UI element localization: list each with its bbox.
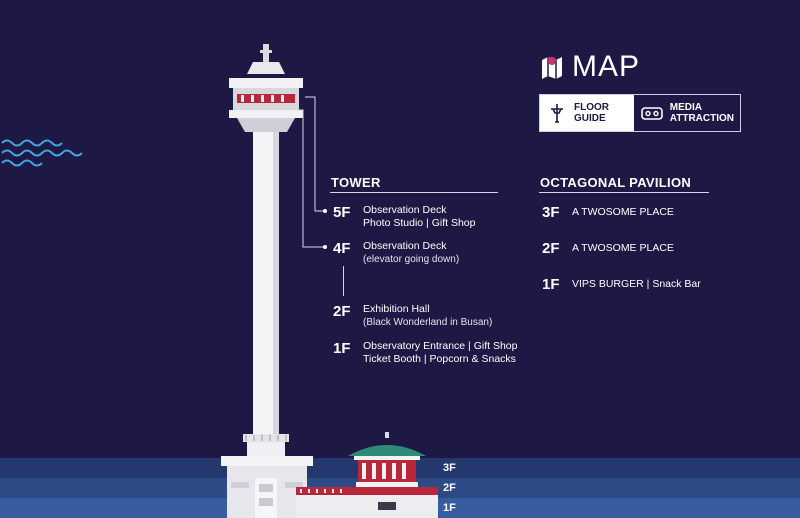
floor-label: 1F — [333, 340, 351, 357]
wave-decoration — [0, 135, 95, 175]
pavilion-illustration — [296, 432, 438, 518]
tab-floor-guide-line2: GUIDE — [574, 113, 606, 124]
map-header — [540, 50, 640, 84]
floor-text: A TWOSOME PLACE — [572, 242, 674, 254]
pavilion-section-title: OCTAGONAL PAVILION — [540, 175, 692, 190]
floor-line2: (Black Wonderland in Busan) — [363, 317, 493, 328]
floor-label: 1F — [542, 276, 560, 293]
floor-line2: Ticket Booth | Popcorn & Snacks — [363, 353, 516, 365]
floor-line1: Observatory Entrance | Gift Shop — [363, 340, 518, 352]
pavilion-floor-2f — [542, 240, 674, 257]
level-label-1f: 1F — [443, 502, 456, 514]
floor-line1: Exhibition Hall — [363, 303, 430, 315]
floor-text: VIPS BURGER | Snack Bar — [572, 278, 701, 290]
floor-line2: Photo Studio | Gift Shop — [363, 217, 476, 229]
tower-title-rule — [330, 192, 498, 193]
tab-media-line2: ATTRACTION — [669, 113, 734, 124]
tab-media-attraction[interactable] — [634, 95, 740, 131]
page-title: MAP — [572, 50, 641, 83]
floor-text: A TWOSOME PLACE — [572, 206, 674, 218]
floor-label: 5F — [333, 204, 351, 221]
floor-label: 4F — [333, 240, 351, 257]
tab-floor-guide-line1: FLOOR — [574, 102, 609, 113]
tower-floor-2f — [333, 303, 492, 329]
floor-label: 2F — [333, 303, 351, 320]
tab-media-line1: MEDIA — [669, 102, 702, 113]
floor-line1: Observation Deck — [363, 240, 447, 252]
level-label-3f: 3F — [443, 462, 456, 474]
tower-floor-1f — [333, 340, 517, 366]
tower-floor-4f — [333, 240, 459, 266]
pavilion-floor-1f — [542, 276, 701, 293]
leader-lines — [295, 90, 335, 300]
level-label-2f: 2F — [443, 482, 456, 494]
tower-section-title: TOWER — [331, 175, 381, 190]
pavilion-floor-3f — [542, 204, 674, 221]
floor-line2: (elevator going down) — [363, 254, 460, 265]
floor-label: 2F — [542, 240, 560, 257]
tower-floor-5f — [333, 204, 475, 230]
connector-line — [343, 266, 344, 296]
tab-floor-guide[interactable] — [540, 95, 634, 131]
tab-bar — [539, 94, 741, 132]
tower-icon — [546, 102, 568, 124]
floor-label: 3F — [542, 204, 560, 221]
map-pin-icon — [540, 54, 564, 80]
floor-line1: Observation Deck — [363, 204, 447, 216]
pavilion-title-rule — [539, 192, 709, 193]
vr-headset-icon — [640, 103, 664, 123]
